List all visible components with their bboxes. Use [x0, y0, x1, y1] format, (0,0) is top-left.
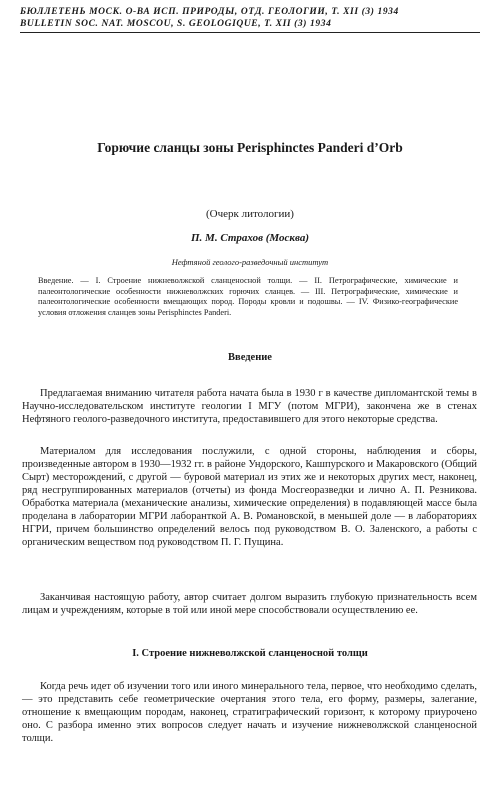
author-affiliation: Нефтяной геолого-разведочный институт: [171, 257, 329, 267]
journal-header-russian: БЮЛЛЕТЕНЬ МОСК. О-ВА ИСП. ПРИРОДЫ, ОТД. ГЕОЛОГИИ, Т. XII (3) 1934: [20, 7, 399, 17]
introduction-heading: Введение: [228, 352, 272, 363]
intro-paragraph-3: Заканчивая настоящую работу, автор считает долгом выразить глубокую признательность всем лицам и учреждениям, которые в той или иной мере способствовали осуществлению ее.: [22, 591, 477, 616]
journal-header: [20, 0, 480, 33]
section-1-heading: I. Строение нижневолжской сланценосной толщи: [132, 648, 368, 659]
article-subtitle: (Очерк литологии): [206, 208, 294, 220]
table-of-contents: Введение. — I. Строение нижневолжской сланценосной толщи. — II. Петрографические, химические и палеонтологические особенности нижневолжских горючих сланцев. — III. Петрографические, химические и палеонтологические особенности вмещающих пород. Породы кровли и подошвы. — IV. Физико-географические условия отложения сланцев зоны Perisphinctes Panderi.: [38, 276, 458, 317]
intro-paragraph-1: Предлагаемая вниманию читателя работа начата была в 1930 г в качестве дипломантской темы в Научно-исследовательском институте геологии I МГУ (потом МГРИ), закончена же в стенах Нефтяного геолого-разведочного института, предоставившего для этого некоторые средства.: [22, 387, 477, 425]
header-divider: [20, 32, 480, 33]
article-author: П. М. Страхов (Москва): [190, 232, 310, 244]
section-1-paragraph: Когда речь идет об изучении того или иного минерального тела, первое, что необходимо сделать, — это представить себе геометрические очертания этого тела, его форму, размеры, залегание, отношение к вмещающим породам, наконец, стратиграфический горизонт, к которому приурочено оно. С разбора именно этих вопросов следует начать и изучение нижневолжской сланценосной толщи.: [22, 680, 477, 744]
article-title: Горючие сланцы зоны Perisphinctes Panderi d’Orb: [97, 140, 403, 155]
intro-paragraph-2: Материалом для исследования послужили, с одной стороны, наблюдения и сборы, произведенные автором в 1930—1932 гг. в районе Ундорского, Кашпурского и Макаровского (Общий Сырт) месторождений, с другой — буровой материал из этих же и некоторых других мест, наконец, ряд несгруппированных материалов (отчеты) из фонда Мосгеоразведки и лично А. П. Резникова. Обработка материала (механические анализы, химические определения) в подавляющей массе была проделана в лаборатории МГРИ лаборанткой А. В. Романовской, в меньшей доле — в лабораториях НГРИ, причем большинство определений велось под руководством В. О. Заленского, а работы с органическим веществом под руководством П. Г. Пущина.: [22, 445, 477, 548]
journal-header-latin: BULLETIN SOC. NAT. MOSCOU, S. GEOLOGIQUE, T. XII (3) 1934: [20, 19, 332, 29]
